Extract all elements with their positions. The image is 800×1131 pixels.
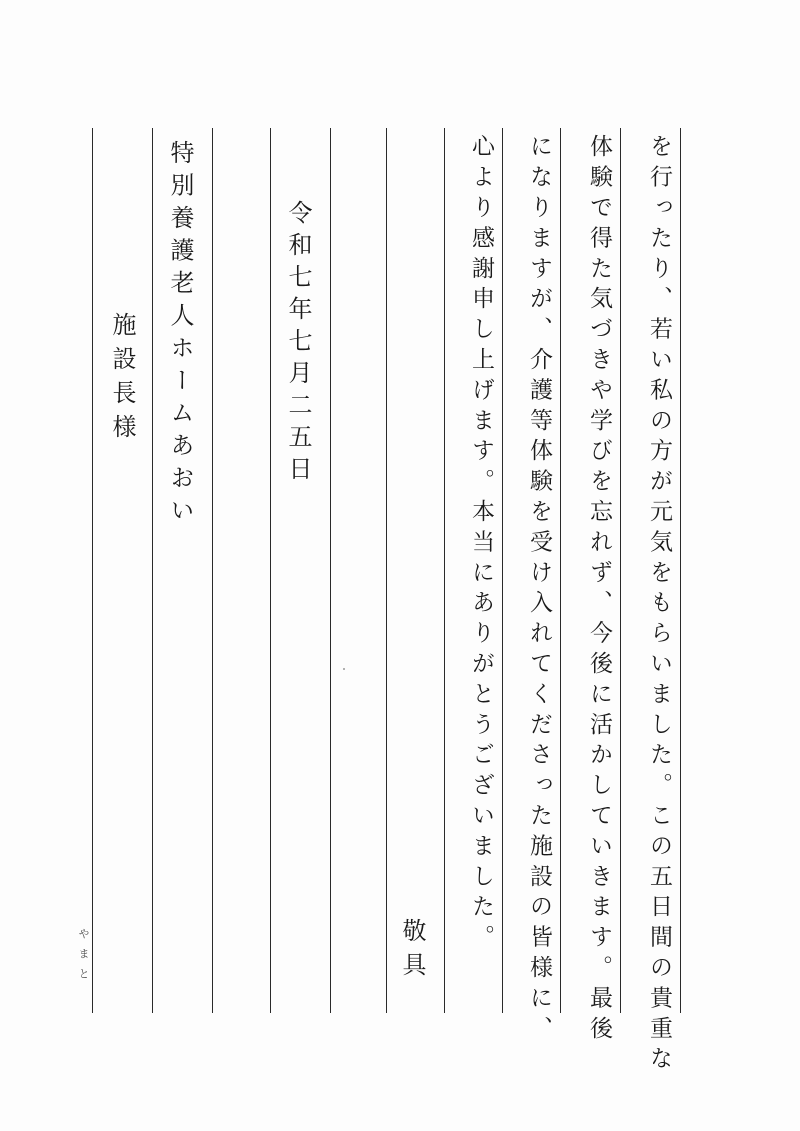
ruled-line xyxy=(560,128,561,1013)
ruled-line xyxy=(92,128,93,1013)
ruled-line xyxy=(444,128,445,1013)
letter-body-line-3: になりますが、介護等体験を受け入れてくださった施設の皆様に、 xyxy=(526,134,552,1046)
ruled-line xyxy=(152,128,153,1013)
ruled-line xyxy=(330,128,331,1013)
ruled-line xyxy=(620,128,621,1013)
ruled-line xyxy=(270,128,271,1013)
letter-body-line-1: を行ったり、若い私の方が元気をもらいました。この五日間の貴重な xyxy=(646,134,672,1077)
letter-body-line-4: 心より感謝申し上げます。本当にありがとうございました。 xyxy=(468,134,494,955)
letter-closing: 敬具 xyxy=(398,918,426,986)
ruled-line xyxy=(502,128,503,1013)
ruled-line xyxy=(386,128,387,1013)
ruled-line xyxy=(680,128,681,1013)
ruled-line xyxy=(212,128,213,1013)
writer-name: やまと xyxy=(77,928,90,988)
letter-date: 令和七年七月二五日 xyxy=(284,200,312,488)
recipient-organization: 特別養護老人ホームあおい xyxy=(166,140,194,530)
recipient-title: 施設長様 xyxy=(108,312,136,448)
letter-body-line-2: 体験で得た気づきや学びを忘れず、今後に活かしていきます。最後 xyxy=(586,134,612,1046)
paper-speck xyxy=(343,668,345,670)
